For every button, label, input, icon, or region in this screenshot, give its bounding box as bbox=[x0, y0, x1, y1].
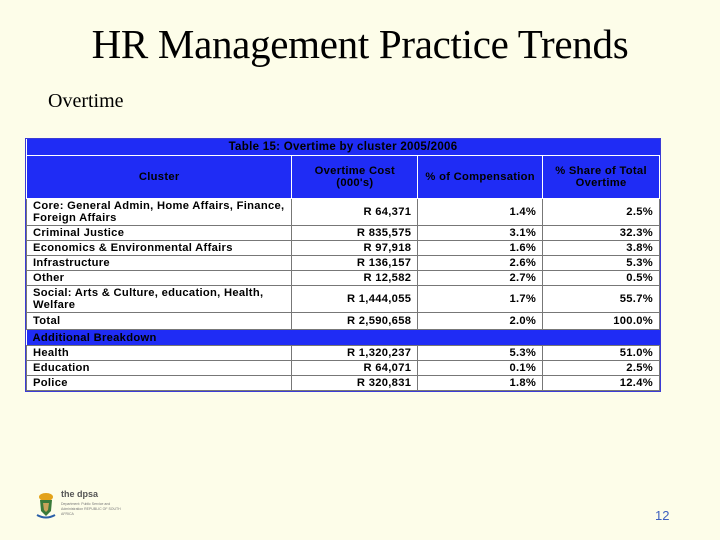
cell-cost: R 12,582 bbox=[292, 271, 418, 286]
page-number: 12 bbox=[655, 508, 670, 523]
cell-cluster: Health bbox=[27, 346, 292, 361]
cell-pct-comp: 1.4% bbox=[418, 199, 543, 226]
cell-pct-comp: 1.7% bbox=[418, 286, 543, 313]
header-share-total: % Share of Total Overtime bbox=[543, 156, 660, 199]
cell-cost: R 1,444,055 bbox=[292, 286, 418, 313]
cell-cluster: Police bbox=[27, 376, 292, 391]
slide-subtitle: Overtime bbox=[48, 90, 124, 112]
total-row bbox=[27, 313, 660, 330]
coat-of-arms-icon bbox=[35, 491, 57, 519]
cell-cost: R 97,918 bbox=[292, 241, 418, 256]
cell-share: 51.0% bbox=[543, 346, 660, 361]
table-row bbox=[27, 271, 660, 286]
cell-cluster: Economics & Environmental Affairs bbox=[27, 241, 292, 256]
cell-pct-comp: 1.8% bbox=[418, 376, 543, 391]
cell-cost: R 64,071 bbox=[292, 361, 418, 376]
dpsa-logo bbox=[30, 488, 121, 524]
header-pct-compensation: % of Compensation bbox=[418, 156, 543, 199]
table-row bbox=[27, 241, 660, 256]
cell-share: 5.3% bbox=[543, 256, 660, 271]
table-row bbox=[27, 376, 660, 391]
cell-pct-comp: 2.6% bbox=[418, 256, 543, 271]
overtime-table-image bbox=[25, 138, 661, 392]
section-header: Additional Breakdown bbox=[27, 330, 660, 346]
cell-cost: R 64,371 bbox=[292, 199, 418, 226]
table-row bbox=[27, 199, 660, 226]
cell-cost: R 2,590,658 bbox=[292, 313, 418, 330]
cell-share: 32.3% bbox=[543, 226, 660, 241]
cell-share: 0.5% bbox=[543, 271, 660, 286]
cell-share: 100.0% bbox=[543, 313, 660, 330]
cell-cluster: Social: Arts & Culture, education, Health, Welfare bbox=[27, 286, 292, 313]
cell-pct-comp: 2.7% bbox=[418, 271, 543, 286]
cell-cluster: Total bbox=[27, 313, 292, 330]
cell-cost: R 320,831 bbox=[292, 376, 418, 391]
cell-pct-comp: 2.0% bbox=[418, 313, 543, 330]
table-row bbox=[27, 226, 660, 241]
cell-cluster: Core: General Admin, Home Affairs, Finance, Foreign Affairs bbox=[27, 199, 292, 226]
cell-cost: R 1,320,237 bbox=[292, 346, 418, 361]
cell-cluster: Other bbox=[27, 271, 292, 286]
overtime-table bbox=[26, 139, 660, 391]
table-caption: Table 15: Overtime by cluster 2005/2006 bbox=[27, 139, 660, 156]
cell-cluster: Criminal Justice bbox=[27, 226, 292, 241]
table-row bbox=[27, 361, 660, 376]
cell-share: 3.8% bbox=[543, 241, 660, 256]
logo-subtext: Department: Public Service and Administration REPUBLIC OF SOUTH AFRICA bbox=[61, 502, 121, 516]
cell-share: 55.7% bbox=[543, 286, 660, 313]
cell-share: 12.4% bbox=[543, 376, 660, 391]
header-overtime-cost: Overtime Cost (000's) bbox=[292, 156, 418, 199]
slide-title: HR Management Practice Trends bbox=[91, 21, 629, 67]
header-cluster: Cluster bbox=[27, 156, 292, 199]
cell-cost: R 136,157 bbox=[292, 256, 418, 271]
table-row bbox=[27, 286, 660, 313]
cell-share: 2.5% bbox=[543, 361, 660, 376]
cell-pct-comp: 1.6% bbox=[418, 241, 543, 256]
cell-pct-comp: 3.1% bbox=[418, 226, 543, 241]
cell-pct-comp: 5.3% bbox=[418, 346, 543, 361]
cell-cluster: Education bbox=[27, 361, 292, 376]
table-row bbox=[27, 346, 660, 361]
cell-cluster: Infrastructure bbox=[27, 256, 292, 271]
table-row bbox=[27, 256, 660, 271]
logo-name: the dpsa bbox=[61, 489, 99, 499]
cell-share: 2.5% bbox=[543, 199, 660, 226]
cell-cost: R 835,575 bbox=[292, 226, 418, 241]
cell-pct-comp: 0.1% bbox=[418, 361, 543, 376]
